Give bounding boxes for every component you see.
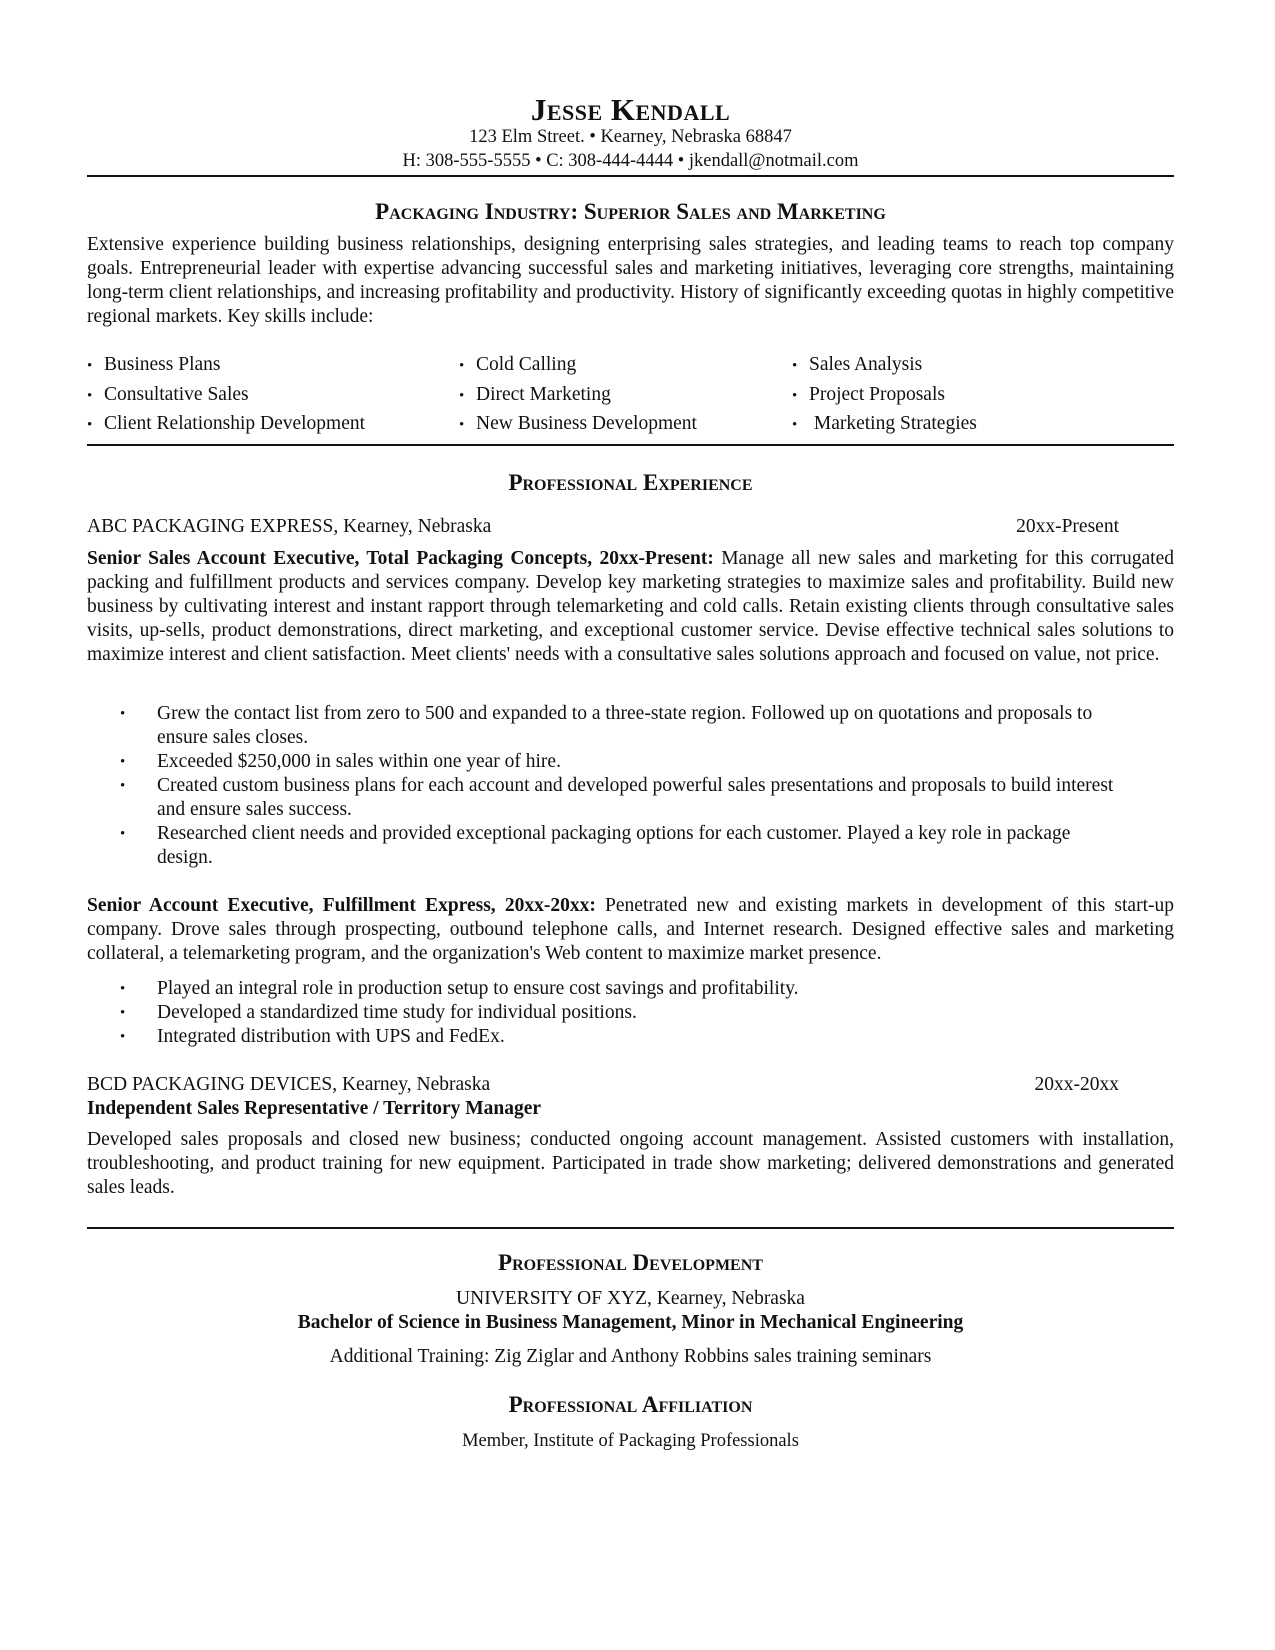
skills-column-1	[87, 351, 365, 440]
skills-list	[87, 351, 1174, 435]
job2-header	[87, 1073, 1174, 1097]
job2-dates: 20xx-20xx	[1034, 1074, 1119, 1095]
skill-item: • Consultative Sales	[87, 381, 365, 411]
training-line: Additional Training: Zig Ziglar and Anthony Robbins sales training seminars	[329, 1346, 932, 1367]
job1-role1-description	[87, 547, 1174, 667]
applicant-name: Jesse Kendall	[530, 92, 731, 127]
skills-column-3	[792, 351, 977, 440]
achievement-item: • Researched client needs and provided exceptional packaging options for each customer. Played a key role in package design.	[87, 822, 1174, 870]
summary-text: Extensive experience building business relationships, designing enterprising sales strategies, and leading teams to reach top company goals. Entrepreneurial leader with expertise advancing successful sales and marketing initiatives, leveraging core strengths, maintaining long-term client relationships, and increasing profitability and productivity. History of significantly exceeding quotas in highly competitive regional markets. Key skills include:	[87, 234, 1174, 327]
job1-role1-text: Manage all new sales and marketing for this corrugated packing and fulfillment products and services company. Develop key marketing strategies to maximize sales and profitability. Build new business by cultivating interest and instant rapport through telemarketing and cold calls. Retain existing clients through consultative sales visits, up-sells, product demonstrations, direct marketing, and exceptional customer service. Devise effective technical sales solutions to maximize interest and client satisfaction. Meet clients' needs with a consultative sales solutions approach and focused on value, not price.	[87, 548, 1174, 665]
skill-item: • Marketing Strategies	[792, 410, 977, 440]
resume-page	[87, 0, 1174, 1650]
development-title: Professional Development	[498, 1250, 763, 1275]
achievement-item: • Grew the contact list from zero to 500 and expanded to a three-state region. Followed up on quotations and proposals to ensure sales closes.	[87, 702, 1174, 750]
summary-title: Packaging Industry: Superior Sales and Marketing	[375, 199, 886, 224]
job1-role1-heading: Senior Sales Account Executive, Total Packaging Concepts, 20xx-Present:	[87, 548, 714, 569]
skill-item: • Client Relationship Development	[87, 410, 365, 440]
skills-column-2	[459, 351, 697, 440]
achievement-item: • Played an integral role in production setup to ensure cost savings and profitability.	[87, 977, 1174, 1001]
skill-item: • Sales Analysis	[792, 351, 977, 381]
header-divider	[87, 175, 1174, 177]
job2-role: Independent Sales Representative / Territory Manager	[87, 1098, 542, 1119]
job2-company: BCD PACKAGING DEVICES, Kearney, Nebraska	[87, 1074, 491, 1095]
job2-description: Developed sales proposals and closed new business; conducted ongoing account management. Assisted customers with installation, troubleshooting, and product training for new equipment. Participated in trade show marketing; delivered demonstrations and generated sales leads.	[87, 1129, 1174, 1198]
job1-role2-achievements	[87, 977, 1174, 1049]
job1-company: ABC PACKAGING EXPRESS, Kearney, Nebraska	[87, 516, 492, 537]
skill-item: • Project Proposals	[792, 381, 977, 411]
affiliation-title: Professional Affiliation	[508, 1392, 753, 1417]
job1-role2-heading: Senior Account Executive, Fulfillment Express, 20xx-20xx:	[87, 895, 596, 916]
job1-role1-achievements	[87, 702, 1174, 870]
degree-line: Bachelor of Science in Business Management, Minor in Mechanical Engineering	[297, 1312, 964, 1333]
achievement-item: • Exceeded $250,000 in sales within one year of hire.	[87, 750, 1174, 774]
experience-title: Professional Experience	[508, 470, 753, 495]
skill-item: • Direct Marketing	[459, 381, 697, 411]
achievement-item: • Created custom business plans for each account and developed powerful sales presentations and proposals to build interest and ensure sales success.	[87, 774, 1174, 822]
job1-role2-description	[87, 894, 1174, 966]
skill-item: • New Business Development	[459, 410, 697, 440]
summary-divider	[87, 444, 1174, 446]
address-line: 123 Elm Street. • Kearney, Nebraska 68847	[469, 127, 792, 147]
job1-dates: 20xx-Present	[1016, 516, 1119, 537]
phone-email-line: H: 308-555-5555 • C: 308-444-4444 • jkendall@notmail.com	[402, 151, 859, 171]
school-line: UNIVERSITY OF XYZ, Kearney, Nebraska	[456, 1288, 805, 1309]
achievement-item: • Developed a standardized time study for individual positions.	[87, 1001, 1174, 1025]
affiliation-text: Member, Institute of Packaging Professionals	[462, 1431, 799, 1451]
skill-item: • Business Plans	[87, 351, 365, 381]
achievement-item: • Integrated distribution with UPS and FedEx.	[87, 1025, 1174, 1049]
job1-header	[87, 515, 1174, 539]
experience-divider	[87, 1227, 1174, 1229]
skill-item: • Cold Calling	[459, 351, 697, 381]
job1-role2-text: Penetrated new and existing markets in development of this start-up company. Drove sales through prospecting, outbound telephone calls, and Internet research. Designed effective sales and marketing collateral, a telemarketing program, and the organization's Web content to maximize market presence.	[87, 895, 1174, 964]
